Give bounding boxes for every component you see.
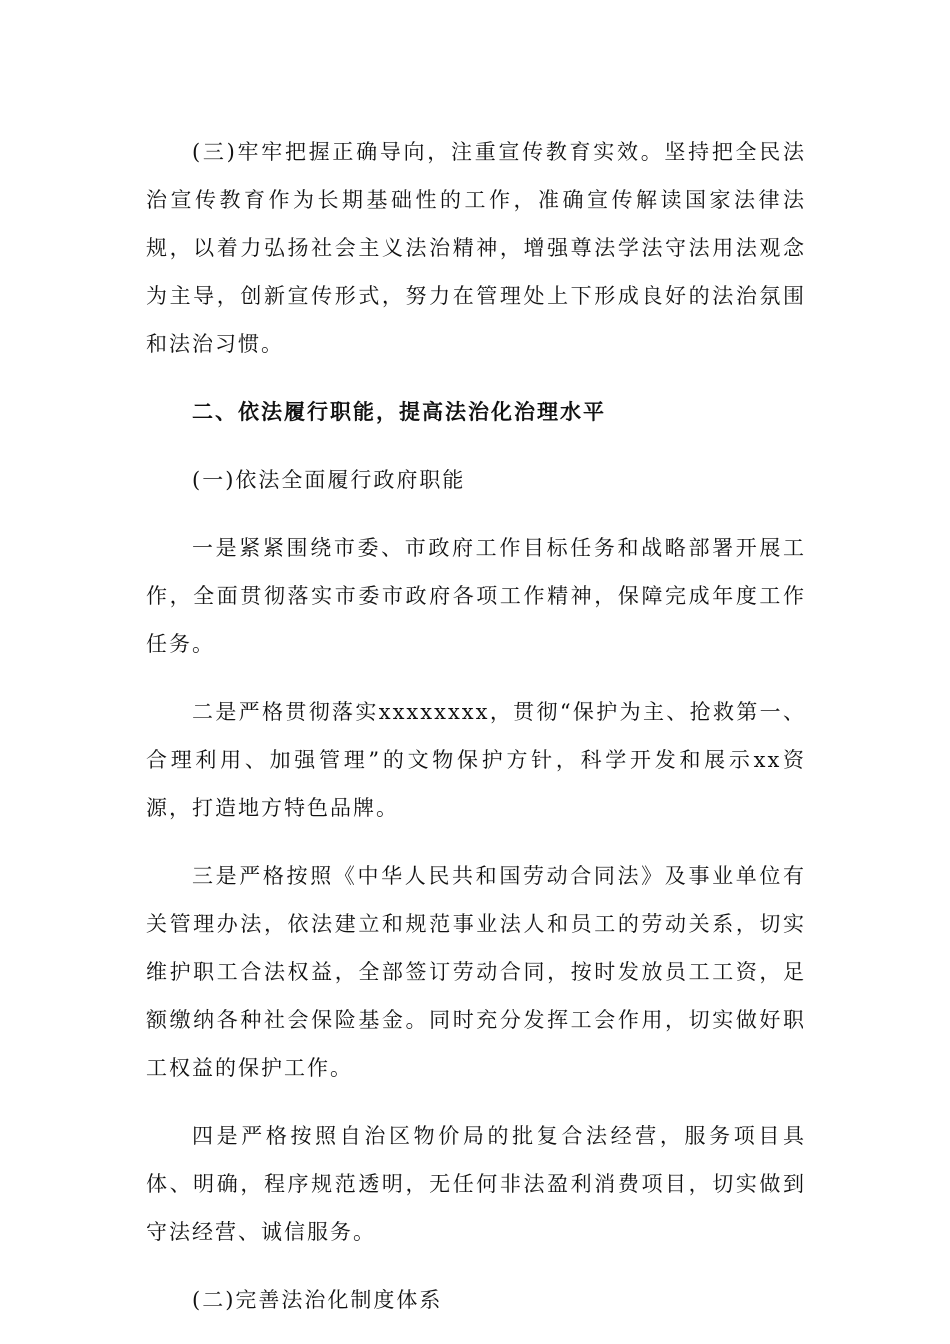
paragraph-guidance: (三)牢牢把握正确导向，注重宣传教育实效。坚持把全民法治宣传教育作为长期基础性的工作，准确宣传解读国家法律法规，以着力弘扬社会主义法治精神，增强尊法学法守法用法观念为主导，创新宣传形式，努力在管理处上下形成良好的法治氛围和法治习惯。 (146, 140, 806, 356)
section-heading: 二、依法履行职能，提高法治化治理水平 (192, 400, 606, 424)
subsection-heading-1: (一)依法全面履行政府职能 (192, 468, 466, 492)
paragraph-item-2: 二是严格贯彻落实xxxxxxxx，贯彻“保护为主、抢救第一、合理利用、加强管理”的文物保护方针，科学开发和展示xx资源，打造地方特色品牌。 (146, 700, 806, 820)
paragraph-item-1: 一是紧紧围绕市委、市政府工作目标任务和战略部署开展工作，全面贯彻落实市委市政府各项工作精神，保障完成年度工作任务。 (146, 536, 806, 656)
document-body (146, 128, 806, 1344)
subsection-heading-2: (二)完善法治化制度体系 (192, 1288, 443, 1312)
paragraph-item-3: 三是严格按照《中华人民共和国劳动合同法》及事业单位有关管理办法，依法建立和规范事业法人和员工的劳动关系，切实维护职工合法权益，全部签订劳动合同，按时发放员工工资，足额缴纳各种社会保险基金。同时充分发挥工会作用，切实做好职工权益的保护工作。 (146, 864, 806, 1080)
paragraph-item-4: 四是严格按照自治区物价局的批复合法经营，服务项目具体、明确，程序规范透明，无任何非法盈利消费项目，切实做到守法经营、诚信服务。 (146, 1124, 806, 1244)
